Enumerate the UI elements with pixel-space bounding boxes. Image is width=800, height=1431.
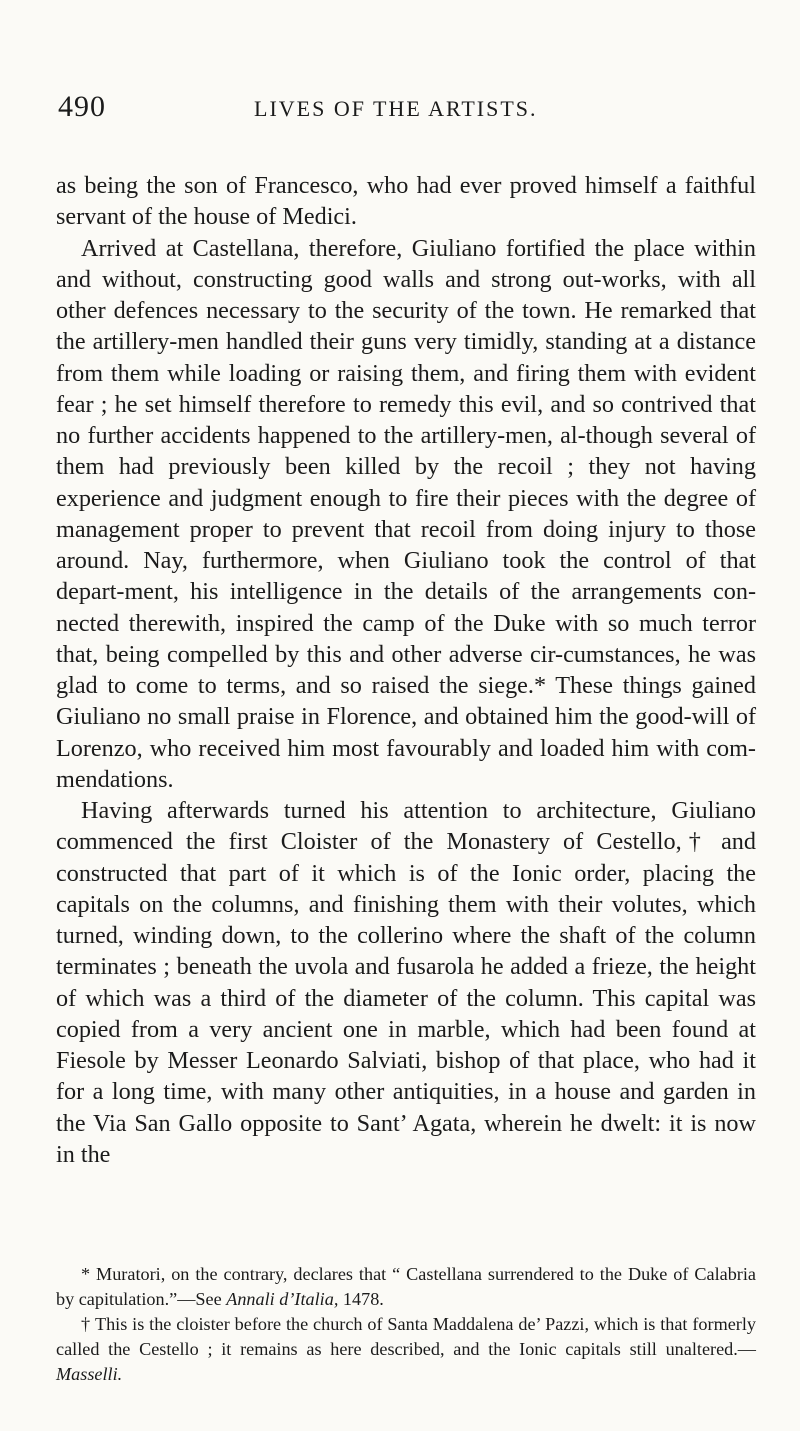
footnote-muratori-text: * Muratori, on the contrary, declares that “ Castellana surrendered to the Duke of Calabria by capitulation.”—See	[56, 1264, 756, 1309]
paragraph-continuation: as being the son of Francesco, who had ever proved himself a faithful servant of the house of Medici.	[56, 172, 756, 231]
page-number: 490	[58, 90, 106, 123]
footnote-work-title: Annali d’Italia,	[226, 1289, 339, 1309]
footnote-cestello-text: † This is the cloister before the church of Santa Maddalena de’ Pazzi, which is that formerly called the Cestello ; it remains as here described, and the Ionic capitals still unaltered.—	[56, 1314, 756, 1359]
footnote-cestello	[56, 1312, 756, 1387]
paragraph-castellana: Arrived at Castellana, therefore, Giuliano fortified the place within and without, constructing good walls and strong out-works, with all other defences necessary to the security of the town. He remarked that the artillery-men handled their guns very timidly, standing at a distance from them while loading or raising them, and firing them with evident fear ; he set himself therefore to remedy this evil, and so contrived that no further accidents happened to the artillery-men, al-though several of them had previously been killed by the recoil ; they not having experience and judgment enough to fire their pieces with the degree of management proper to prevent that recoil from doing injury to those around. Nay, furthermore, when Giuliano took the control of that depart-ment, his intelligence in the details of the arrangements con-nected therewith, inspired the camp of the Duke with so much terror that, being compelled by this and other adverse cir-cumstances, he was glad to come to terms, and so raised the siege.* These things gained Giuliano no small praise in Florence, and obtained him the good-will of Lorenzo, who received him most favourably and loaded him with com-mendations.	[56, 234, 756, 793]
page-header	[42, 88, 758, 128]
paragraph-architecture: Having afterwards turned his attention to architecture, Giuliano commenced the first Cloister of the Monastery of Cestello,† and constructed that part of it which is of the Ionic order, placing the capitals on the columns, and finishing them with their volutes, which turned, winding down, to the collerino where the shaft of the column terminates ; beneath the uvola and fusarola he added a frieze, the height of which was a third of the diameter of the column. This capital was copied from a very ancient one in marble, which had been found at Fiesole by Messer Leonardo Salviati, bishop of that place, who had it for a long time, with many other antiquities, in a house and garden in the Via San Gallo opposite to Sant’ Agata, wherein he dwelt: it is now in the	[56, 797, 756, 1168]
footnote-author: Masselli.	[56, 1364, 123, 1384]
footnote-muratori	[56, 1262, 756, 1312]
footnotes	[56, 1262, 756, 1387]
body-text	[56, 170, 756, 1170]
footnote-muratori-year: 1478.	[338, 1289, 384, 1309]
running-title: LIVES OF THE ARTISTS.	[254, 96, 538, 121]
